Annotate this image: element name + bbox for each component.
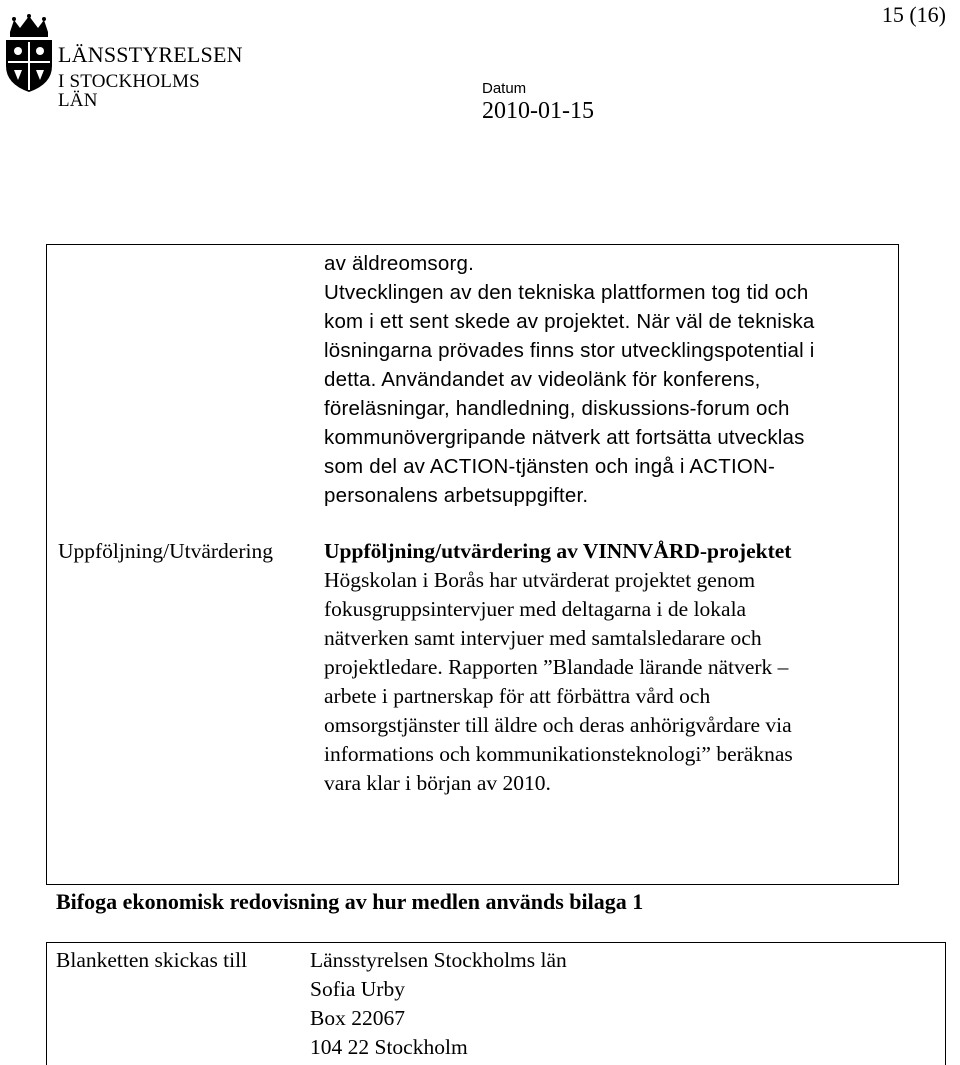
text-line: nätverken samt intervjuer med samtalsledarare och	[324, 626, 762, 650]
text-line: Utvecklingen av den tekniska plattformen tog tid och	[324, 281, 809, 304]
text-line: Högskolan i Borås har utvärderat projektet genom	[324, 568, 756, 592]
text-line: fokusgruppsintervjuer med deltagarna i de lokala	[324, 597, 747, 621]
text-line: lösningarna prövades finns stor utvecklingspotential i	[324, 339, 815, 362]
text-line: föreläsningar, handledning, diskussions-forum och	[324, 397, 790, 420]
logo-text-line2: I STOCKHOLMS LÄN	[58, 71, 200, 111]
address-line: Länsstyrelsen Stockholms län	[310, 948, 567, 972]
send-to-label: Blanketten skickas till	[56, 948, 248, 972]
text-line: kommunövergripande nätverk att fortsätta utvecklas	[324, 426, 805, 449]
page-number: 15 (16)	[881, 2, 946, 27]
date-label: Datum	[482, 80, 527, 97]
text-line: detta. Användandet av videolänk för konferens,	[324, 368, 761, 391]
crowned-coat-of-arms-icon	[2, 14, 56, 94]
attachment-instruction-heading: Bifoga ekonomisk redovisning av hur medlen används bilaga 1	[56, 889, 644, 914]
recipient-address	[310, 946, 567, 1062]
row-label: Uppföljning/Utvärdering	[58, 539, 273, 563]
address-line: Sofia Urby	[310, 977, 405, 1001]
text-line: arbete i partnerskap för att förbättra vård och	[324, 684, 711, 708]
text-line: kom i ett sent skede av projektet. När väl de tekniska	[324, 310, 815, 333]
address-line: 104 22 Stockholm	[310, 1035, 468, 1059]
text-line: omsorgstjänster till äldre och deras anhörigvårdare via	[324, 713, 792, 737]
text-line: vara klar i början av 2010.	[324, 771, 551, 795]
text-line: informations och kommunikationsteknologi” beräknas	[324, 742, 793, 766]
address-line: Box 22067	[310, 1006, 405, 1030]
text-line: projektledare. Rapporten ”Blandade lärande nätverk –	[324, 655, 789, 679]
section-heading: Uppföljning/utvärdering av VINNVÅRD-projektet	[324, 539, 792, 563]
logo-text-line1: LÄNSSTYRELSEN	[58, 42, 243, 67]
text-line: av äldreomsorg.	[324, 252, 474, 275]
date-value: 2010-01-15	[482, 98, 594, 124]
text-line: som del av ACTION-tjänsten och ingå i ACTION-	[324, 455, 776, 478]
text-line: personalens arbetsuppgifter.	[324, 484, 589, 507]
agency-logo	[2, 14, 243, 111]
